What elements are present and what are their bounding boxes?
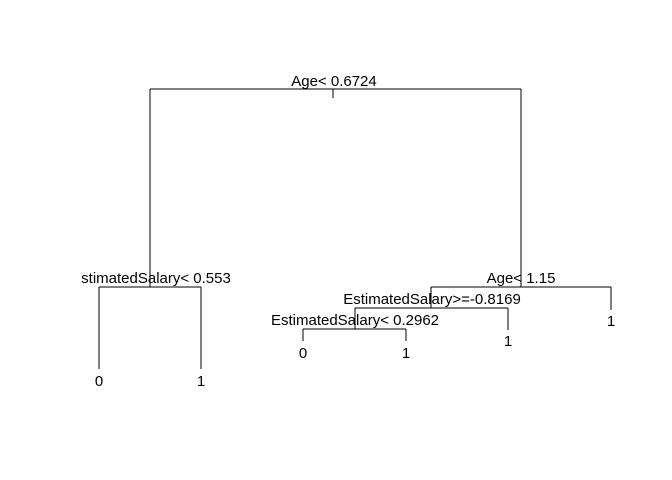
root-split-label: Age< 0.6724: [291, 73, 377, 90]
right-leaf-label: 1: [606, 313, 616, 330]
left-split-label: stimatedSalary< 0.553: [81, 270, 231, 287]
deep-leaf-b-label: 1: [401, 345, 411, 362]
left-leaf-a-label: 0: [94, 373, 104, 390]
deep-split-label: EstimatedSalary< 0.2962: [270, 312, 440, 329]
left-leaf-b-label: 1: [196, 373, 206, 390]
mid-leaf-label: 1: [503, 333, 513, 350]
deep-leaf-a-label: 0: [298, 345, 308, 362]
right-split-label: Age< 1.15: [486, 270, 556, 287]
mid-split-label: EstimatedSalary>=-0.8169: [343, 291, 521, 308]
